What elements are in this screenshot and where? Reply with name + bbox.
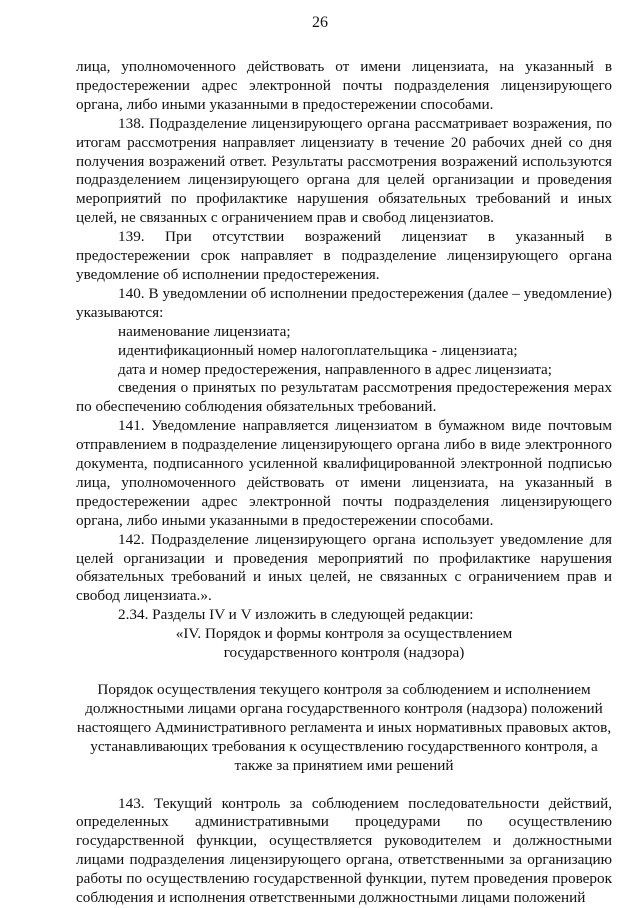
paragraph-continuation: лица, уполномоченного действовать от имени лицензиата, на указанный в предостережении адрес электронной почты подразделения лицензирующего органа, либо иными указанными в предостережении способами.	[76, 58, 612, 113]
page-number: 26	[312, 14, 328, 31]
spacer	[76, 776, 612, 795]
document-body	[76, 58, 612, 908]
paragraph-2-34: 2.34. Разделы IV и V изложить в следующей редакции:	[118, 606, 474, 624]
list-item: сведения о принятых по результатам рассмотрения предостережения мерах по обеспечению соблюдения обязательных требований.	[76, 379, 612, 416]
paragraph-143: 143. Текущий контроль за соблюдением последовательности действий, определенных административными процедурами по осуществлению государственной функции, осуществляется руководителем и должностными лицами подразделения лицензирующего органа, ответственными за организацию работы по осуществлению государственной функции, путем проведения проверок соблюдения и исполнения ответственными должностными лицами положений	[76, 794, 612, 907]
spacer	[76, 663, 612, 681]
list-item: дата и номер предостережения, направленного в адрес лицензиата;	[118, 360, 552, 378]
paragraph-142: 142. Подразделение лицензирующего органа использует уведомление для целей организации и проведения мероприятий по профилактике нарушения обязательных требований и иных целей, не связанных с ограничением прав и свобод лицензиата.».	[76, 530, 612, 605]
list-item: наименование лицензиата;	[118, 322, 291, 340]
paragraph-138: 138. Подразделение лицензирующего органа рассматривает возражения, по итогам рассмотрения направляет лицензиату в течение 20 рабочих дней со дня получения возражений ответ. Результаты рассмотрения возражений используются подразделением лицензирующего органа для целей организации и проведения мероприятий по профилактике нарушения обязательных требований и иных целей, не связанных с ограничением прав и свобод лицензиатов.	[76, 114, 612, 227]
subsection-title: Порядок осуществления текущего контроля за соблюдением и исполнением должностными лицами органа государственного контроля (надзора) положений настоящего Административного регламента и иных нормативных правовых актов, устанавливающих требования к осуществлению государственного контроля, а также за принятием ими решений	[76, 681, 612, 774]
paragraph-141: 141. Уведомление направляется лицензиатом в бумажном виде почтовым отправлением в подразделение лицензирующего органа либо в виде электронного документа, подписанного усиленной квалифицированной электронной подписью лица, уполномоченного действовать от имени лицензиата, на указанный в предостережении адрес электронной почты подразделения лицензирующего органа, либо иными указанными в предостережении способами.	[76, 417, 612, 529]
paragraph-139: 139. При отсутствии возражений лицензиат в указанный в предостережении срок направляет в подразделение лицензирующего органа уведомление об исполнении предостережения.	[76, 228, 612, 283]
section-title: «IV. Порядок и формы контроля за осуществлением государственного контроля (надзора)	[175, 625, 513, 662]
paragraph-140: 140. В уведомлении об исполнении предостережения (далее – уведомление) указываются:	[76, 284, 612, 321]
list-item: идентификационный номер налогоплательщика - лицензиата;	[118, 341, 518, 359]
